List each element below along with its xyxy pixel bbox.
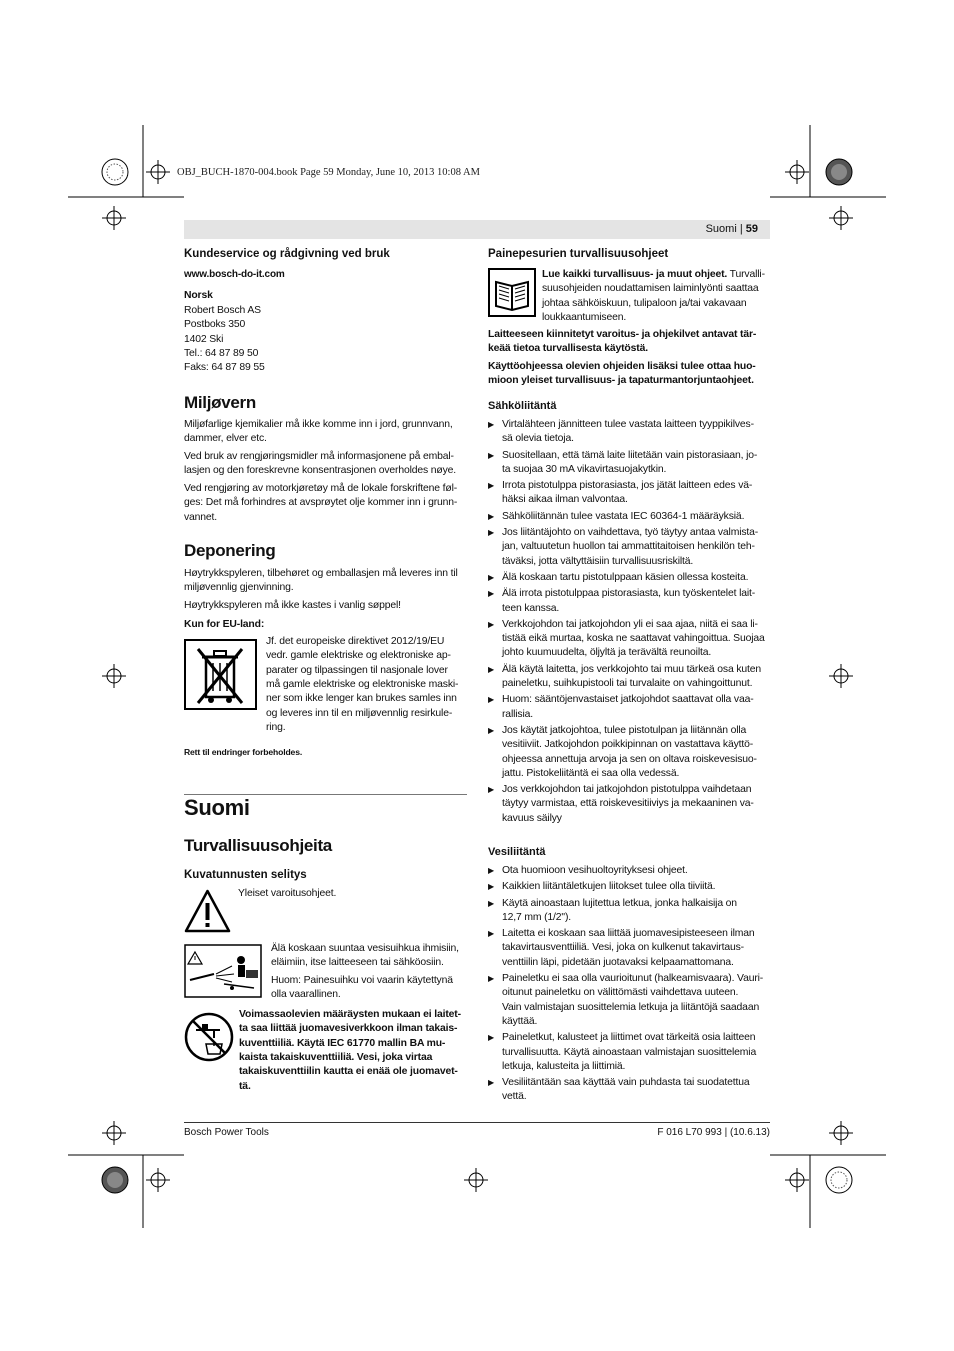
list-item-line: tistää eikä murtaa, koska ne saattavat vahingoittua. Suojaa	[502, 633, 765, 645]
list-item-line: sä olevia tietoja.	[502, 433, 574, 445]
list-item-line: rallisia.	[502, 708, 533, 720]
text-line: lasjen og den foreskrevne konsentrasjonen overholdes nøye.	[184, 465, 457, 477]
bullet-arrow-icon: ▶	[488, 573, 495, 582]
list-item-line: Virtalähteen jännitteen tulee vastata laitteen tyyppikilves-	[502, 419, 754, 430]
list-item-line: Käytä ainoastaan lujitettua letkua, jonka halkaisija on	[502, 897, 737, 909]
list-item-line: Huom: sääntöjenvastaiset jatkojohdot saattavat olla vaa-	[502, 694, 754, 706]
text-line: miljøvennlig gjenvinning.	[184, 582, 294, 594]
text-line: keää tietoa turvallisesta käytöstä.	[488, 343, 648, 355]
sahkoliitanta-heading: Sähköliitäntä	[488, 400, 557, 412]
text-line: ges: Det må forhindres at avsprøytet olje kommer inn i grunn-	[184, 497, 458, 509]
list-item-line: Vesiliitäntään saa käyttää vain puhdasta tai suodatettua	[502, 1077, 750, 1089]
no-drinking-water-icon	[184, 1012, 234, 1062]
eu-title: Kun for EU-land:	[184, 619, 265, 630]
list-item-line: paineletku, suihkupistooli tai turvalaite on vahingoittunut.	[502, 678, 753, 690]
footer-right: F 016 L70 993 | (10.6.13)	[657, 1127, 770, 1138]
text-line: tä.	[239, 1080, 251, 1092]
list-item-line: Älä käytä laitetta, jos verkkojohto tai muu tärkeä osa kuten	[502, 663, 761, 675]
list-item-line: letkuja, kalusteita ja liittimiä.	[502, 1060, 626, 1072]
miljovern-heading: Miljøvern	[184, 393, 256, 412]
list-item-line: venttiilin läpi, pidetään juotavaksi kelpaamattomana.	[502, 956, 734, 968]
list-item-line: oitunut paineletku on välittömästi vaihdettava uuteen.	[502, 987, 739, 999]
text-line: takaiskuventtiilin kautta ei enää ole juomavet-	[239, 1066, 458, 1078]
page-number: 59	[745, 223, 758, 235]
list-item-line: kavuus säilyy	[502, 812, 562, 824]
bullet-arrow-icon: ▶	[488, 929, 495, 939]
bullet-arrow-icon: ▶	[488, 882, 495, 892]
website-link[interactable]: www.bosch-do-it.com	[184, 269, 285, 280]
text-line: Käyttöohjeessa olevien ohjeiden lisäksi tulee ottaa huo-	[488, 361, 756, 372]
page-header	[706, 223, 758, 235]
bullet-arrow-icon: ▶	[488, 1078, 495, 1088]
lue-first-line	[542, 268, 765, 282]
list-item-line: Ota huomioon vesihuoltoyrityksesi ohjeet.	[502, 865, 688, 876]
list-item-line: Suositellaan, että tämä laite liitetään vain pistorasiaan, jo-	[502, 449, 758, 461]
text-line: Huom: Painesuihku voi vaarin käytettynä	[271, 975, 453, 986]
country-label: Norsk	[184, 290, 213, 301]
list-item-line: käyttää.	[502, 1015, 538, 1027]
bullet-arrow-icon: ▶	[488, 898, 495, 908]
header-separator: |	[736, 223, 746, 235]
text-line: eläimiin, itse laitteeseen tai sähköosiin.	[271, 957, 444, 969]
bullet-arrow-icon: ▶	[488, 528, 495, 538]
bullet-arrow-icon: ▶	[488, 664, 495, 674]
bullet-arrow-icon: ▶	[488, 481, 495, 491]
text-line: vedr. gamle elektriske og elektroniske ap-	[266, 650, 451, 662]
text-line: Älä koskaan suuntaa vesisuihkua ihmisiin,	[271, 943, 459, 954]
list-item-line: 12,7 mm (1/2").	[502, 911, 571, 923]
text-line: suusohjeiden noudattamisen laiminlyönti saattaa	[542, 283, 759, 295]
list-item-line: Verkkojohdon tai jatkojohdon yli ei saa ajaa, niitä ei saa li-	[502, 618, 758, 630]
list-item-line: takavirtausventtiiliä. Vesi, joka on kulkenut takavirtaus-	[502, 942, 744, 954]
kuvatunnusten-heading: Kuvatunnusten selitys	[184, 869, 307, 881]
list-item-line: Sähköliitännän tulee vastata IEC 60364-1 määräyksiä.	[502, 510, 745, 522]
text-line: Ved rengjøring av motorkjøretøy må de lokale forskriftene føl-	[184, 483, 458, 494]
deponering-heading: Deponering	[184, 541, 276, 560]
kundeservice-title: Kundeservice og rådgivning ved bruk	[184, 248, 390, 260]
bullet-arrow-icon: ▶	[488, 785, 495, 795]
list-item-line: turvallisuutta. Käytä ainoastaan valmistajan suosittelemia	[502, 1046, 757, 1058]
footer-left: Bosch Power Tools	[184, 1127, 269, 1138]
list-item-line: Paineletkut, kalusteet ja liittimet ovat tärkeitä osia laitteen	[502, 1032, 756, 1044]
text-line: Laitteeseen kiinnitetyt varoitus- ja ohjekilvet antavat tär-	[488, 329, 757, 340]
bullet-arrow-icon: ▶	[488, 619, 495, 629]
list-item-line: Irrota pistotulppa pistorasiasta, jos jätät laitteen edes vä-	[502, 480, 753, 492]
bullet-arrow-icon: ▶	[488, 450, 495, 460]
text-line: mioon yleiset turvallisuus- ja tapaturmantorjuntaohjeet.	[488, 375, 754, 387]
text-line: ner som ikke lenger kan brukes samles inn	[266, 693, 457, 705]
text-line: parater og tilpassingen til nasjonale lover	[266, 664, 448, 676]
list-item-line: teen kanssa.	[502, 602, 560, 614]
vesiliitanta-heading: Vesiliitäntä	[488, 846, 546, 858]
header-section: Suomi	[705, 223, 737, 235]
lue-rest: Turvalli-	[727, 269, 765, 280]
list-item-line: ta suojaa 30 mA vikavirtasuojakytkin.	[502, 463, 667, 475]
list-item-line: jan, valtuutetun huollon tai ammattitaitoisen henkilön teh-	[502, 541, 755, 553]
footer-rule	[184, 1122, 770, 1123]
text-line: Voimassaolevien määräysten mukaan ei laitet-	[239, 1009, 461, 1020]
read-manual-icon	[488, 268, 536, 317]
book-info-line: OBJ_BUCH-1870-004.book Page 59 Monday, June 10, 2013 10:08 AM	[177, 167, 480, 178]
text-line: johtaa sähköiskuun, tulipaloon ja/tai vakavaan	[542, 297, 747, 309]
text-line: Robert Bosch AS	[184, 305, 261, 316]
text-line: Postboks 350	[184, 319, 246, 331]
text-line: olla vaarallinen.	[271, 989, 341, 1001]
list-item-line: häksi aikaa ilman valvontaa.	[502, 494, 628, 506]
list-item-line: vesitiiviit. Jatkojohdon poikkipinnan on vastattava käyttö-	[502, 739, 754, 751]
text-line: Miljøfarlige kjemikalier må ikke komme inn i jord, grunnvann,	[184, 419, 453, 430]
bullet-arrow-icon: ▶	[488, 589, 495, 599]
text-line: Jf. det europeiske direktivet 2012/19/EU	[266, 636, 445, 647]
text-line: 1402 Ski	[184, 333, 224, 345]
list-item-line: täväksi, jotta vältyttäisiin turvallisuusriskiltä.	[502, 555, 694, 567]
yleiset-text: Yleiset varoitusohjeet.	[238, 888, 337, 899]
text-line: kuventtiiliä. Käytä IEC 61770 mallin BA mu-	[239, 1037, 446, 1049]
list-item-line: jattu. Pistokeliitäntä ei saa olla vedessä.	[502, 767, 680, 779]
list-item-line: Kaikkien liitäntäletkujen liitokset tulee olla tiiviitä.	[502, 881, 716, 893]
text-line: Faks: 64 87 89 55	[184, 362, 265, 374]
list-item-line: Paineletku ei saa olla vaurioitunut (halkeamisvaara). Vauri-	[502, 973, 764, 985]
turvallisuusohjeita-heading: Turvallisuusohjeita	[184, 836, 332, 855]
list-item-line: Älä koskaan tartu pistotulppaan käsien ollessa kosteita.	[502, 572, 749, 583]
bullet-arrow-icon: ▶	[488, 511, 495, 521]
list-item-line: Jos käytät jatkojohtoa, tulee pistotulpan ja liitännän olla	[502, 725, 747, 736]
list-item-line: Laitetta ei koskaan saa liittää juomavesipisteeseen ilman	[502, 928, 755, 940]
text-line: dammer, elver etc.	[184, 433, 267, 445]
list-item-line: Jos verkkojohdon tai jatkojohdon pistotulppa vaihdetaan	[502, 784, 752, 796]
text-line: og leveres inn til en miljøvennlig resirkule-	[266, 707, 453, 719]
list-item-line: Jos liitäntäjohto on vaihdettava, työ täytyy antaa valmista-	[502, 527, 759, 539]
text-line: Høytrykkspyleren, tilbehøret og emballasjen må leveres inn til	[184, 568, 458, 579]
bullet-arrow-icon: ▶	[488, 726, 495, 735]
text-line: kaista takaiskuventtiiliä. Vesi, joka virtaa	[239, 1051, 433, 1063]
suomi-heading: Suomi	[184, 795, 250, 820]
bullet-arrow-icon: ▶	[488, 420, 495, 429]
list-item-line: täytyy varmistaa, että roiskevesitiiviys ja mekaaninen va-	[502, 798, 754, 810]
text-line: Tel.: 64 87 89 50	[184, 347, 259, 359]
text-line: må gamle elektriske og elektroniske maski-	[266, 678, 459, 690]
text-line: loukkaantumiseen.	[542, 311, 627, 323]
painepesurien-heading: Painepesurien turvallisuusohjeet	[488, 248, 669, 260]
list-item-line: johto kuumuudelta, öljyltä ja terävältä reunoilta.	[502, 647, 712, 659]
no-spray-people-icon	[184, 944, 262, 998]
header-bar	[184, 220, 770, 239]
text-line: vannet.	[184, 511, 218, 523]
list-item-line: vettä.	[502, 1091, 527, 1103]
weee-bin-icon	[184, 639, 257, 710]
bullet-arrow-icon: ▶	[488, 1033, 495, 1043]
warning-triangle-icon	[184, 889, 231, 933]
bullet-arrow-icon: ▶	[488, 866, 495, 875]
text-line: Høytrykkspyleren må ikke kastes i vanlig søppel!	[184, 600, 401, 611]
text-line: ring.	[266, 721, 286, 733]
lue-bold: Lue kaikki turvallisuus- ja muut ohjeet.	[542, 269, 728, 280]
rett-note: Rett til endringer forbeholdes.	[184, 747, 303, 757]
list-item-line: Vain valmistajan suosittelemia letkuja ja liitäntöjä saadaan	[502, 1001, 760, 1013]
bullet-arrow-icon: ▶	[488, 974, 495, 984]
list-item-line: ohjeessa annettuja arvoja ja sen on oltava roiskevesisuo-	[502, 753, 757, 765]
list-item-line: Älä irrota pistotulppaa pistorasiasta, kun työskentelet lait-	[502, 588, 756, 600]
text-line: ta saa liittää juomavesiverkkoon ilman takais-	[239, 1023, 458, 1035]
text-line: Ved bruk av rengjøringsmidler må informasjonene på embal-	[184, 451, 454, 462]
bullet-arrow-icon: ▶	[488, 695, 495, 705]
